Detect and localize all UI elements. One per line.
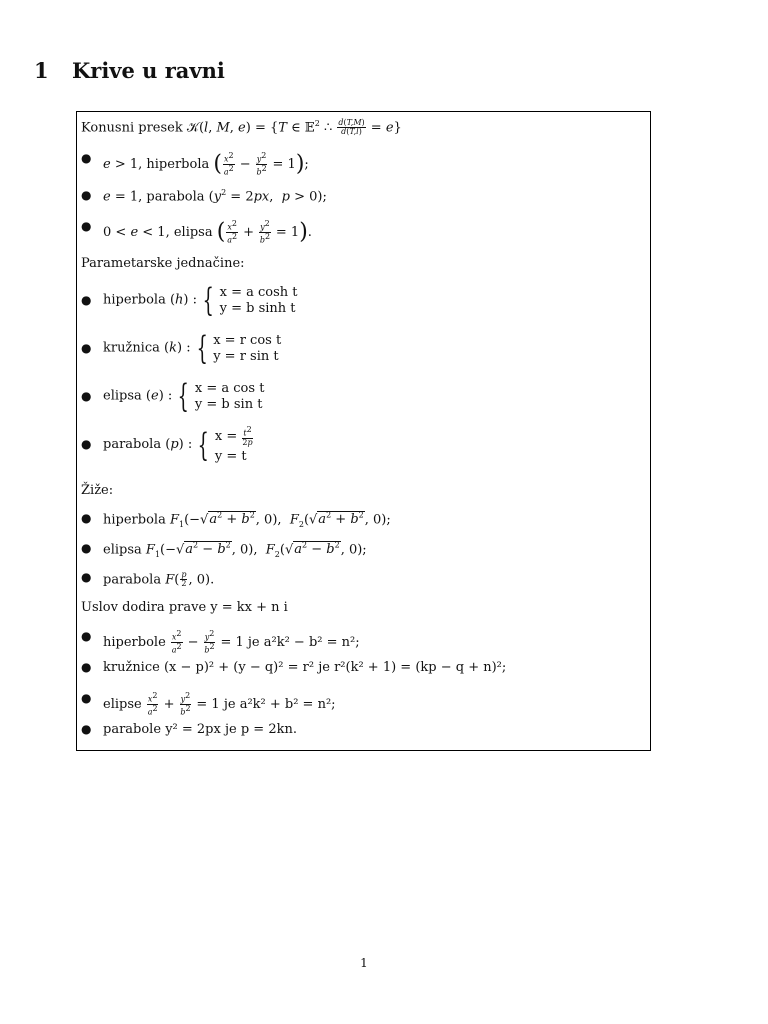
tangent-name: hiperbole <box>103 635 166 651</box>
tangent-condition: a²k² + b² = n²; <box>239 697 336 713</box>
page-number: 1 <box>360 956 368 970</box>
param-name: hiperbola <box>103 292 166 308</box>
je-word: je <box>224 722 237 737</box>
list-item: ● elipse $\frac{x^2}{a^2}$ + $\frac{y^2}{b^2}$ = 1 je a²k² + b² = n²; <box>81 691 336 717</box>
list-item: ● kružnice (x − p)² + (y − q)² = r² je r²(k² + 1) = (kp − q + n)²; <box>81 660 507 675</box>
list-item: ● parabole y² = 2px je p = 2kn. <box>81 722 297 737</box>
tangent-name: kružnice <box>103 660 160 675</box>
section-number: 1 <box>34 58 49 83</box>
param-x: x = <box>214 429 238 445</box>
param-heading: Parametarske jednačine: <box>81 256 245 271</box>
tangent-equation: (x − p)² + (y − q)² = r² <box>163 660 315 675</box>
param-y: y = b sin t <box>194 396 263 412</box>
param-name: parabola <box>103 437 162 453</box>
section-title: Krive u ravni <box>72 58 225 83</box>
list-item: ● e > 1, hiperbola ( $\frac{x^2}{a^2}$ − $\frac{y^2}{b^2}$ = 1); <box>81 151 309 177</box>
tangent-heading: Uslov dodira prave y = kx + n i <box>81 600 288 615</box>
list-item: ● parabola F( $\frac{p}{2}$ , 0). <box>81 570 215 589</box>
param-x: x = a cosh t <box>219 284 298 300</box>
tangent-condition: a²k² − b² = n²; <box>263 635 360 651</box>
param-y: y = b sinh t <box>219 300 296 316</box>
foci-name: elipsa <box>103 542 142 558</box>
param-name: elipsa <box>103 388 142 404</box>
tangent-name: parabole <box>103 722 162 737</box>
je-word: je <box>247 635 260 651</box>
param-x: x = r cos t <box>213 332 282 348</box>
tangent-condition: p = 2kn. <box>240 722 297 737</box>
param-y: y = t <box>214 449 247 465</box>
list-item: ● hiperbola (h) : { x = a cosh t y = b sinh t <box>81 281 298 319</box>
je-word: je <box>318 660 330 675</box>
foci-heading: Žiže: <box>81 483 114 498</box>
conic-label: Konusni presek <box>81 120 183 136</box>
list-item: ● e = 1, parabola ($y^2 = 2px$, p > 0); <box>81 188 327 205</box>
conic-definition: Konusni presek 𝒦(l, M, e) = {T ∈ 𝔼$^2$ ∴ $\frac{d(T,M)}{d(T,l)}$ = e} <box>81 118 402 137</box>
formula-box <box>76 111 651 751</box>
list-item: ● elipsa $F_1(-√a^2 - b^2$, 0), $F_2(√a^2 - b^2$, 0); <box>81 541 367 559</box>
tangent-name: elipse <box>103 697 142 713</box>
list-item: ● 0 < e < 1, elipsa ( $\frac{x^2}{a^2}$ + $\frac{y^2}{b^2}$ = 1). <box>81 219 312 245</box>
list-item: ● hiperbola $F_1(-√a^2 + b^2$, 0), $F_2(√a^2 + b^2$, 0); <box>81 511 391 529</box>
param-name: kružnica <box>103 340 160 356</box>
conic-name: parabola <box>146 189 205 205</box>
list-item: ● hiperbole $\frac{x^2}{a^2}$ − $\frac{y^2}{b^2}$ = 1 je a²k² − b² = n²; <box>81 629 360 655</box>
foci-name: parabola <box>103 572 162 588</box>
param-x: x = a cos t <box>194 380 265 396</box>
conic-name: hiperbola <box>146 157 210 173</box>
list-item: ● parabola (p) : { x = $\frac{t^2}{2p}$ y = t <box>81 425 253 465</box>
section-heading <box>34 58 225 83</box>
je-word: je <box>223 697 236 713</box>
list-item: ● elipsa (e) : { x = a cos t y = b sin t <box>81 377 265 415</box>
list-item: ● kružnica (k) : { x = r cos t y = r sin t <box>81 329 282 367</box>
conic-name: elipsa <box>173 225 213 241</box>
foci-name: hiperbola <box>103 512 166 528</box>
tangent-equation: y² = 2px <box>165 722 221 737</box>
param-y: y = r sin t <box>213 348 279 364</box>
tangent-condition: r²(k² + 1) = (kp − q + n)²; <box>334 660 507 675</box>
